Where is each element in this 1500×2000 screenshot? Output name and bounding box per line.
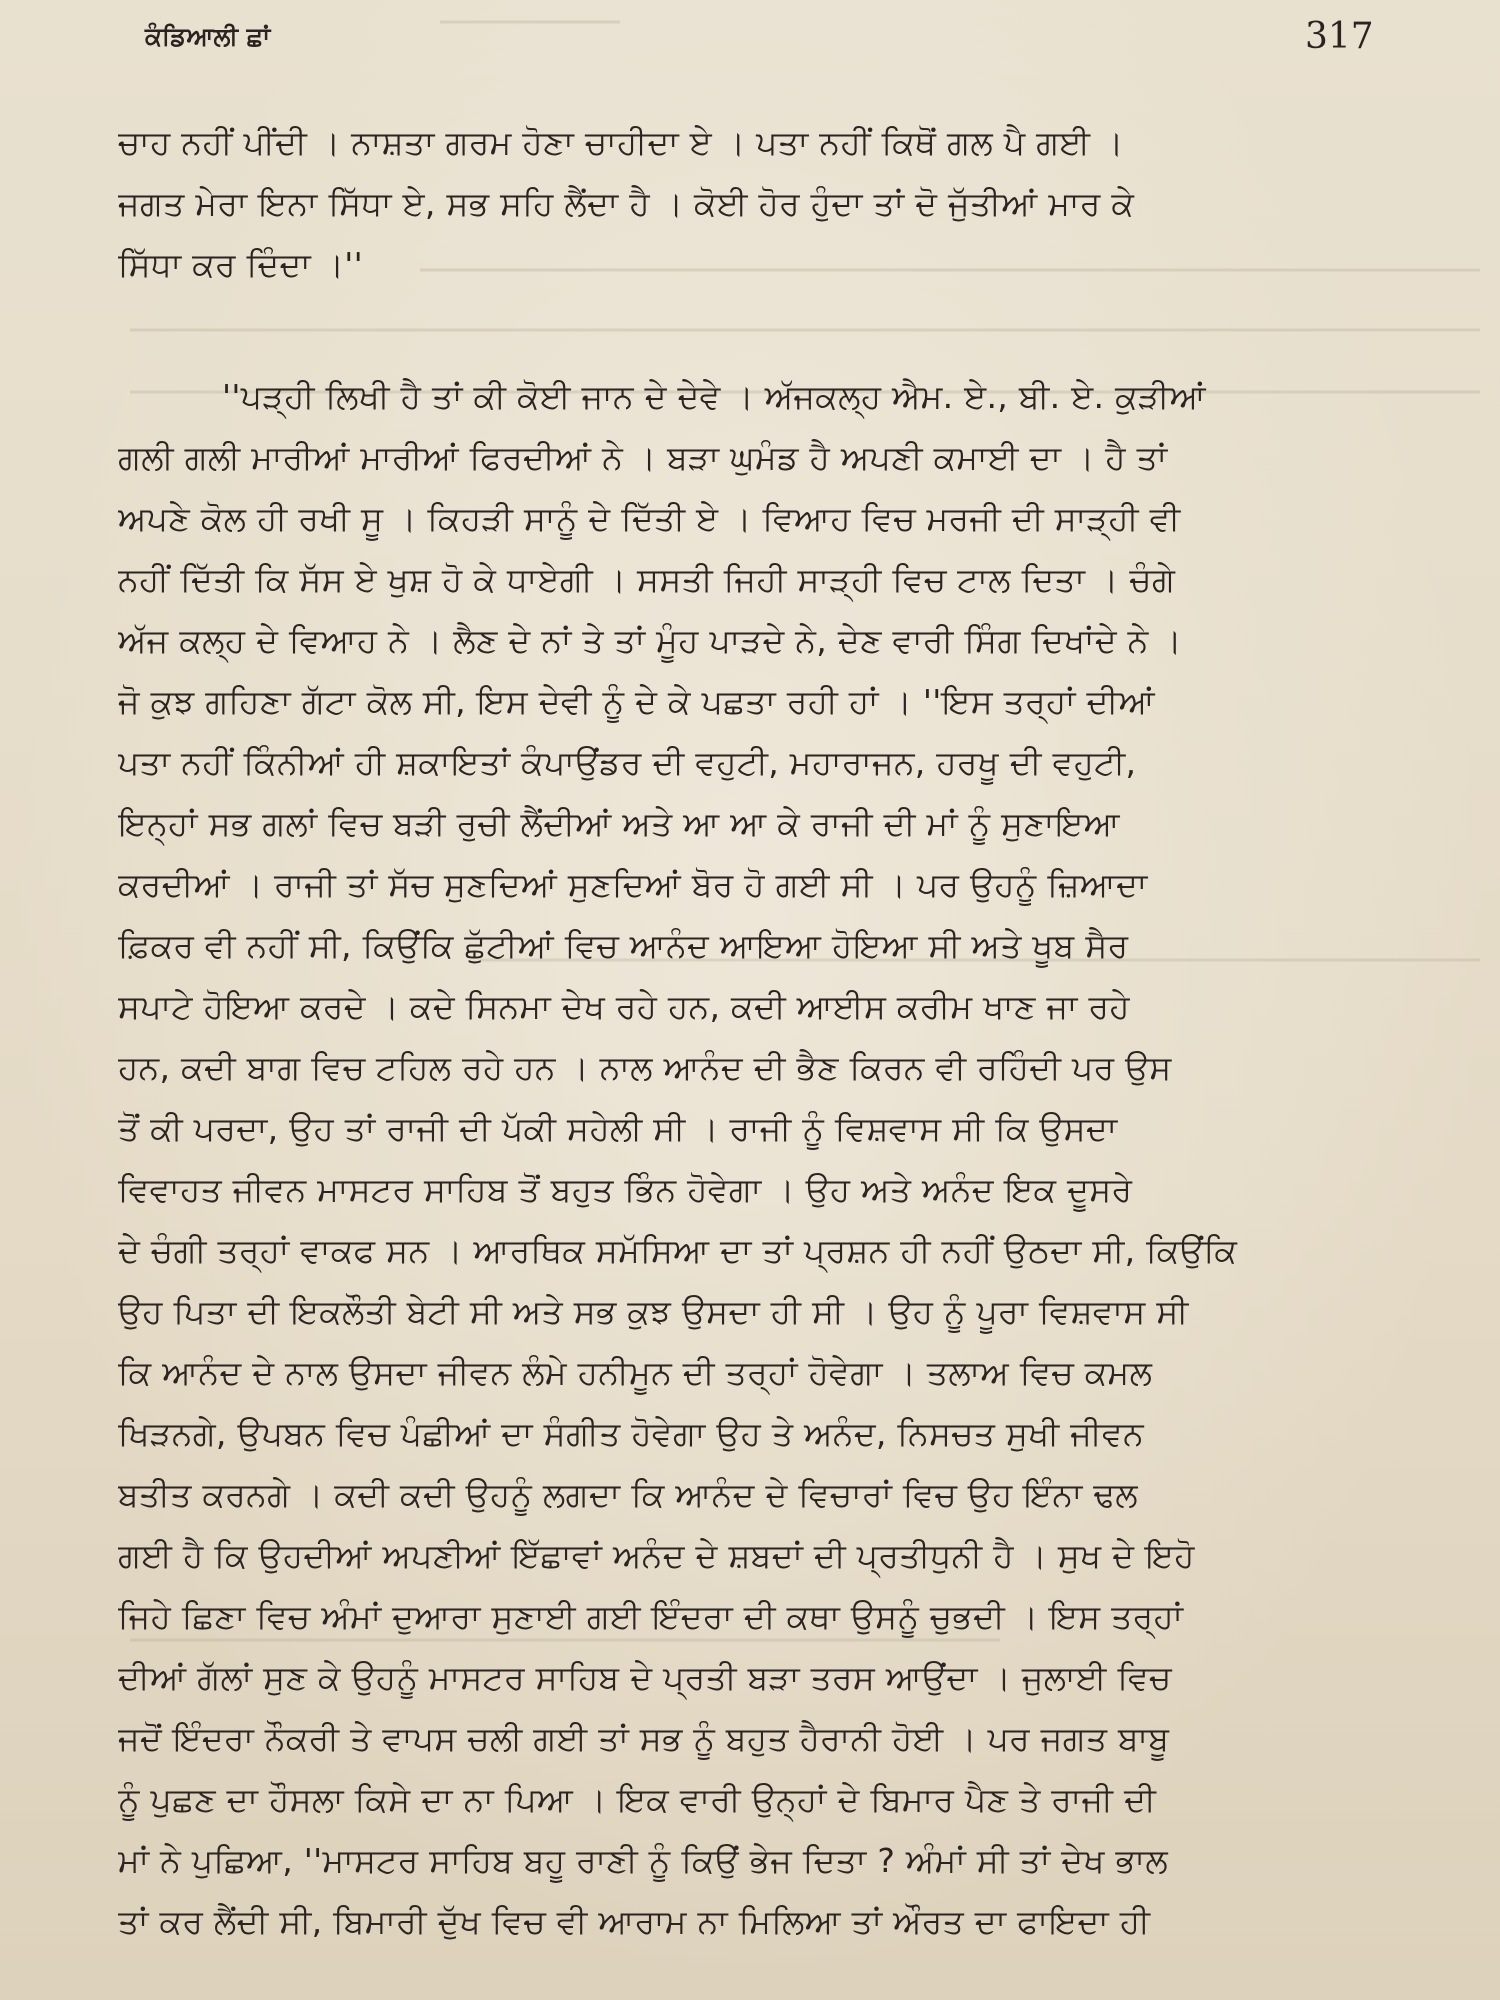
text-line: ਸਪਾਟੇ ਹੋਇਆ ਕਰਦੇ । ਕਦੇ ਸਿਨਮਾ ਦੇਖ ਰਹੇ ਹਨ, ਕਦੀ ਆਈਸ ਕਰੀਮ ਖਾਣ ਜਾ ਰਹੇ [118,987,1130,1026]
text-line: ਜਿਹੇ ਛਿਣਾ ਵਿਚ ਅੰਮਾਂ ਦੁਆਰਾ ਸੁਣਾਈ ਗਈ ਇੰਦਰਾ ਦੀ ਕਥਾ ਉਸਨੂੰ ਚੁਭਦੀ । ਇਸ ਤਰ੍ਹਾਂ [118,1597,1184,1636]
text-line: ਤਾਂ ਕਰ ਲੈਂਦੀ ਸੀ, ਬਿਮਾਰੀ ਦੁੱਖ ਵਿਚ ਵੀ ਆਰਾਮ ਨਾ ਮਿਲਿਆ ਤਾਂ ਔਰਤ ਦਾ ਫਾਇਦਾ ਹੀ [118,1902,1151,1941]
paragraph [118,112,1403,295]
text-line: ਪਤਾ ਨਹੀਂ ਕਿੰਨੀਆਂ ਹੀ ਸ਼ਕਾਇਤਾਂ ਕੰਪਾਉਂਡਰ ਦੀ ਵਹੁਟੀ, ਮਹਾਰਾਜਨ, ਹਰਖੂ ਦੀ ਵਹੁਟੀ, [118,743,1137,782]
body-text [118,112,1403,1952]
text-line: ਫ਼ਿਕਰ ਵੀ ਨਹੀਂ ਸੀ, ਕਿਉਂਕਿ ਛੁੱਟੀਆਂ ਵਿਚ ਆਨੰਦ ਆਇਆ ਹੋਇਆ ਸੀ ਅਤੇ ਖੂਬ ਸੈਰ [118,926,1129,965]
running-header: ਕੰਡਿਆਲੀ ਛਾਂ [145,22,271,51]
text-line: ਤੋਂ ਕੀ ਪਰਦਾ, ਉਹ ਤਾਂ ਰਾਜੀ ਦੀ ਪੱਕੀ ਸਹੇਲੀ ਸੀ । ਰਾਜੀ ਨੂੰ ਵਿਸ਼ਵਾਸ ਸੀ ਕਿ ਉਸਦਾ [118,1109,1118,1148]
text-line: ਨੂੰ ਪੁਛਣ ਦਾ ਹੌਸਲਾ ਕਿਸੇ ਦਾ ਨਾ ਪਿਆ । ਇਕ ਵਾਰੀ ਉਨ੍ਹਾਂ ਦੇ ਬਿਮਾਰ ਪੈਣ ਤੇ ਰਾਜੀ ਦੀ [118,1780,1157,1819]
text-line: ਅਪਣੇ ਕੋਲ ਹੀ ਰਖੀ ਸੂ । ਕਿਹੜੀ ਸਾਨੂੰ ਦੇ ਦਿੱਤੀ ਏ । ਵਿਆਹ ਵਿਚ ਮਰਜੀ ਦੀ ਸਾੜ੍ਹੀ ਵੀ [118,499,1181,538]
text-line: ਨਹੀਂ ਦਿੱਤੀ ਕਿ ਸੱਸ ਏ ਖੁਸ਼ ਹੋ ਕੇ ਧਾਏਗੀ । ਸਸਤੀ ਜਿਹੀ ਸਾੜ੍ਹੀ ਵਿਚ ਟਾਲ ਦਿਤਾ । ਚੰਗੇ [118,560,1176,599]
text-line: ਕਰਦੀਆਂ । ਰਾਜੀ ਤਾਂ ਸੱਚ ਸੁਣਦਿਆਂ ਸੁਣਦਿਆਂ ਬੋਰ ਹੋ ਗਈ ਸੀ । ਪਰ ਉਹਨੂੰ ਜ਼ਿਆਦਾ [118,865,1148,904]
text-line: ਗਈ ਹੈ ਕਿ ਉਹਦੀਆਂ ਅਪਣੀਆਂ ਇੱਛਾਵਾਂ ਅਨੰਦ ਦੇ ਸ਼ਬਦਾਂ ਦੀ ਪ੍ਰਤੀਧੁਨੀ ਹੈ । ਸੁਖ ਦੇ ਇਹੋ [118,1536,1195,1575]
text-line: ਦੀਆਂ ਗੱਲਾਂ ਸੁਣ ਕੇ ਉਹਨੂੰ ਮਾਸਟਰ ਸਾਹਿਬ ਦੇ ਪ੍ਰਤੀ ਬੜਾ ਤਰਸ ਆਉਂਦਾ । ਜੁਲਾਈ ਵਿਚ [118,1658,1172,1697]
text-line: ਮਾਂ ਨੇ ਪੁਛਿਆ, ''ਮਾਸਟਰ ਸਾਹਿਬ ਬਹੂ ਰਾਣੀ ਨੂੰ ਕਿਉਂ ਭੇਜ ਦਿਤਾ ? ਅੰਮਾਂ ਸੀ ਤਾਂ ਦੇਖ ਭਾਲ [118,1841,1169,1880]
text-line: ''ਪੜ੍ਹੀ ਲਿਖੀ ਹੈ ਤਾਂ ਕੀ ਕੋਈ ਜਾਨ ਦੇ ਦੇਵੇ । ਅੱਜਕਲ੍ਹ ਐਮ. ਏ., ਬੀ. ਏ. ਕੁੜੀਆਂ [222,377,1206,416]
text-line: ਦੇ ਚੰਗੀ ਤਰ੍ਹਾਂ ਵਾਕਫ ਸਨ । ਆਰਥਿਕ ਸਮੱਸਿਆ ਦਾ ਤਾਂ ਪ੍ਰਸ਼ਨ ਹੀ ਨਹੀਂ ਉਠਦਾ ਸੀ, ਕਿਉਂਕਿ [118,1231,1238,1270]
text-line: ਗਲੀ ਗਲੀ ਮਾਰੀਆਂ ਮਾਰੀਆਂ ਫਿਰਦੀਆਂ ਨੇ । ਬੜਾ ਘੁਮੰਡ ਹੈ ਅਪਣੀ ਕਮਾਈ ਦਾ । ਹੈ ਤਾਂ [118,438,1168,477]
text-line: ਸਿੱਧਾ ਕਰ ਦਿੰਦਾ ।'' [118,245,364,284]
paragraph [118,366,1403,1952]
text-line: ਚਾਹ ਨਹੀਂ ਪੀਂਦੀ । ਨਾਸ਼ਤਾ ਗਰਮ ਹੋਣਾ ਚਾਹੀਦਾ ਏ । ਪਤਾ ਨਹੀਂ ਕਿਥੋਂ ਗਲ ਪੈ ਗਈ । [118,123,1124,162]
text-line: ਉਹ ਪਿਤਾ ਦੀ ਇਕਲੌਤੀ ਬੇਟੀ ਸੀ ਅਤੇ ਸਭ ਕੁਝ ਉਸਦਾ ਹੀ ਸੀ । ਉਹ ਨੂੰ ਪੂਰਾ ਵਿਸ਼ਵਾਸ ਸੀ [118,1292,1189,1331]
text-line: ਜਦੋਂ ਇੰਦਰਾ ਨੌਕਰੀ ਤੇ ਵਾਪਸ ਚਲੀ ਗਈ ਤਾਂ ਸਭ ਨੂੰ ਬਹੁਤ ਹੈਰਾਨੀ ਹੋਈ । ਪਰ ਜਗਤ ਬਾਬੂ [118,1719,1170,1758]
text-line: ਕਿ ਆਨੰਦ ਦੇ ਨਾਲ ਉਸਦਾ ਜੀਵਨ ਲੰਮੇ ਹਨੀਮੂਨ ਦੀ ਤਰ੍ਹਾਂ ਹੋਵੇਗਾ । ਤਲਾਅ ਵਿਚ ਕਮਲ [118,1353,1153,1392]
text-line: ਇਨ੍ਹਾਂ ਸਭ ਗਲਾਂ ਵਿਚ ਬੜੀ ਰੁਚੀ ਲੈਂਦੀਆਂ ਅਤੇ ਆ ਆ ਕੇ ਰਾਜੀ ਦੀ ਮਾਂ ਨੂੰ ਸੁਣਾਇਆ [118,804,1120,843]
text-line: ਜਗਤ ਮੇਰਾ ਇਨਾ ਸਿੱਧਾ ਏ, ਸਭ ਸਹਿ ਲੈਂਦਾ ਹੈ । ਕੋਈ ਹੋਰ ਹੁੰਦਾ ਤਾਂ ਦੋ ਜੁੱਤੀਆਂ ਮਾਰ ਕੇ [118,184,1135,223]
text-line: ਹਨ, ਕਦੀ ਬਾਗ ਵਿਚ ਟਹਿਲ ਰਹੇ ਹਨ । ਨਾਲ ਆਨੰਦ ਦੀ ਭੈਣ ਕਿਰਨ ਵੀ ਰਹਿੰਦੀ ਪਰ ਉਸ [118,1048,1172,1087]
text-line: ਜੋ ਕੁਝ ਗਹਿਣਾ ਗੱਟਾ ਕੋਲ ਸੀ, ਇਸ ਦੇਵੀ ਨੂੰ ਦੇ ਕੇ ਪਛਤਾ ਰਹੀ ਹਾਂ । ''ਇਸ ਤਰ੍ਹਾਂ ਦੀਆਂ [118,682,1155,721]
text-line: ਅੱਜ ਕਲ੍ਹ ਦੇ ਵਿਆਹ ਨੇ । ਲੈਣ ਦੇ ਨਾਂ ਤੇ ਤਾਂ ਮੂੰਹ ਪਾੜਦੇ ਨੇ, ਦੇਣ ਵਾਰੀ ਸਿੰਗ ਦਿਖਾਂਦੇ ਨੇ । [118,621,1182,660]
text-line: ਖਿੜਨਗੇ, ਉਪਬਨ ਵਿਚ ਪੰਛੀਆਂ ਦਾ ਸੰਗੀਤ ਹੋਵੇਗਾ ਉਹ ਤੇ ਅਨੰਦ, ਨਿਸਚਤ ਸੁਖੀ ਜੀਵਨ [118,1414,1144,1453]
text-line: ਬਤੀਤ ਕਰਨਗੇ । ਕਦੀ ਕਦੀ ਉਹਨੂੰ ਲਗਦਾ ਕਿ ਆਨੰਦ ਦੇ ਵਿਚਾਰਾਂ ਵਿਚ ਉਹ ਇੰਨਾ ਢਲ [118,1475,1138,1514]
page-number: 317 [1305,16,1374,57]
text-line: ਵਿਵਾਹਤ ਜੀਵਨ ਮਾਸਟਰ ਸਾਹਿਬ ਤੋਂ ਬਹੁਤ ਭਿੰਨ ਹੋਵੇਗਾ । ਉਹ ਅਤੇ ਅਨੰਦ ਇਕ ਦੂਸਰੇ [118,1170,1133,1209]
paragraph-gap [118,295,1403,366]
